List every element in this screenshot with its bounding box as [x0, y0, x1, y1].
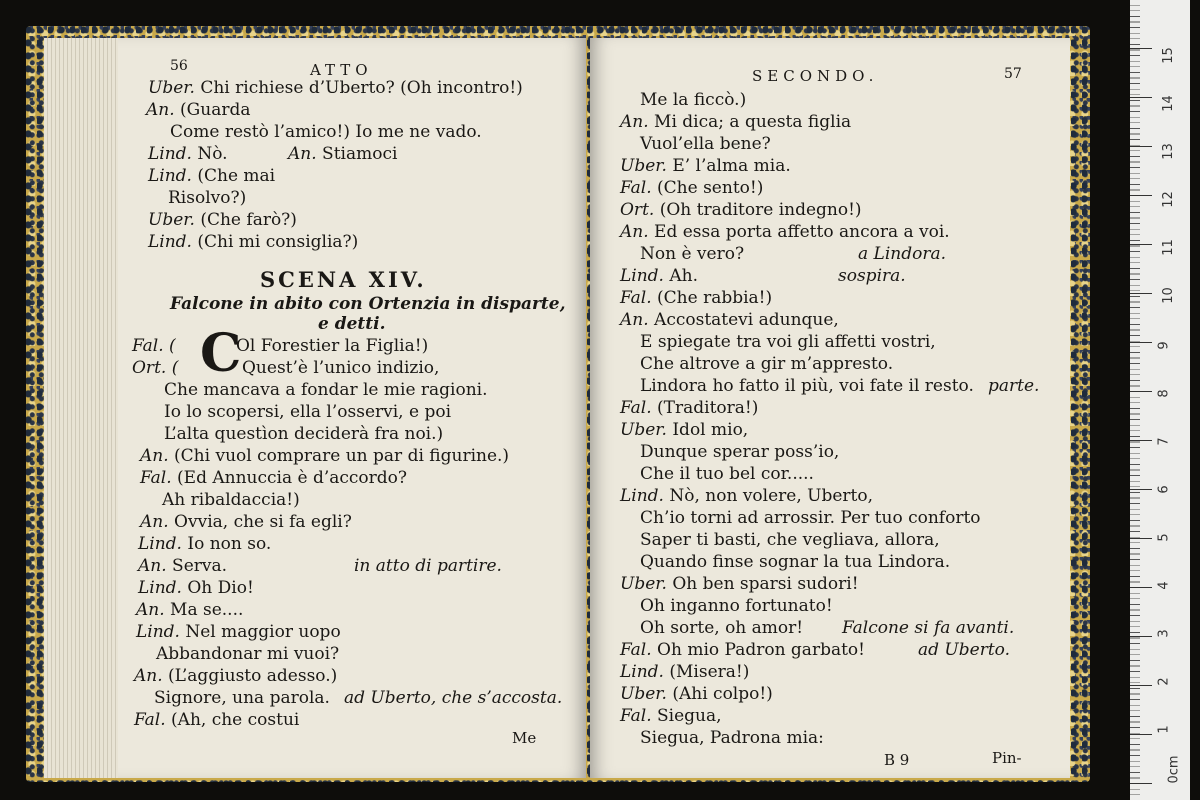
text-line: Lind. Nò, non volere, Uberto,: [620, 486, 874, 506]
text-line: Lind. Nò.: [148, 144, 228, 164]
text-line: An. Ma se....: [136, 600, 244, 620]
text-line: Risolvo?): [168, 188, 247, 208]
text-line: Dunque sperar poss’io,: [640, 442, 840, 462]
left-page: [118, 38, 586, 778]
ruler-label: 1: [1156, 725, 1172, 734]
ruler-label: 14: [1160, 95, 1176, 112]
ruler-label: 4: [1156, 581, 1172, 590]
running-header-left: ATTO: [310, 61, 373, 79]
text-line: Fal. (Che rabbia!): [620, 288, 773, 308]
text-line: An. Serva.: [138, 556, 228, 576]
text-line: Lind. (Chi mi consiglia?): [148, 232, 359, 252]
ruler-label: 12: [1160, 191, 1176, 208]
text-line: Che mancava a fondar le mie ragioni.: [164, 380, 488, 400]
text-line: Uber. Chi richiese d’Uberto? (Oh incontro!): [148, 78, 523, 98]
text-line: Uber. (Che farò?): [148, 210, 297, 230]
text-line: Non è vero?: [640, 244, 745, 264]
text-line: Saper ti basti, che vegliava, allora,: [640, 530, 940, 550]
text-line: Ch’io torni ad arrossir. Per tuo conforto: [640, 508, 981, 528]
stage-direction: Falcone si fa avanti.: [842, 618, 1015, 638]
ruler-label: 3: [1156, 629, 1172, 638]
stage-direction: a Lindora.: [858, 244, 946, 264]
text-line: An. Stiamoci: [288, 144, 398, 164]
stage-direction: parte.: [988, 376, 1040, 396]
text-line: Come restò l’amico!) Io me ne vado.: [170, 122, 482, 142]
right-page: [590, 38, 1070, 778]
text-line: Fal. Siegua,: [620, 706, 722, 726]
drop-cap: C: [200, 323, 242, 384]
text-line: Che il tuo bel cor.....: [640, 464, 814, 484]
text-line: Fal. (Traditora!): [620, 398, 759, 418]
text-line: Quando finse sognar la tua Lindora.: [640, 552, 951, 572]
text-line: Siegua, Padrona mia:: [640, 728, 824, 748]
text-line: Quest’è l’unico indizio,: [242, 358, 440, 378]
text-line: Ort. (Oh traditore indegno!): [620, 200, 862, 220]
scene-description-2: e detti.: [318, 314, 386, 334]
ruler-label: 0cm: [1166, 755, 1182, 784]
text-line: An. Ed essa porta affetto ancora a voi.: [620, 222, 950, 242]
ruler-label: 9: [1156, 341, 1172, 350]
signature-mark: B 9: [884, 751, 910, 769]
text-line: Fal. (Ah, che costui: [134, 710, 300, 730]
text-line: Uber. E’ l’alma mia.: [620, 156, 791, 176]
catchword-left: Me: [512, 729, 537, 747]
text-line: Che altrove a gir m’appresto.: [640, 354, 894, 374]
ruler-label: 6: [1156, 485, 1172, 494]
text-line: Vuol’ella bene?: [640, 134, 771, 154]
catchword-right: Pin-: [992, 749, 1022, 767]
text-line: Io lo scopersi, ella l’osservi, e poi: [164, 402, 451, 422]
text-line: Lind. Nel maggior uopo: [136, 622, 341, 642]
text-line: Lind. Io non so.: [138, 534, 272, 554]
ruler-label: 7: [1156, 437, 1172, 446]
text-line: An. (Guarda: [146, 100, 251, 120]
text-line: An. Ovvia, che si fa egli?: [140, 512, 352, 532]
text-line: An. (Chi vuol comprare un par di figurine.): [140, 446, 510, 466]
text-line: Ol Forestier la Figlia!): [236, 336, 429, 356]
ruler-label: 5: [1156, 533, 1172, 542]
text-line: E spiegate tra voi gli affetti vostri,: [640, 332, 936, 352]
text-line: Fal. (Che sento!): [620, 178, 764, 198]
text-line: Lindora ho fatto il più, voi fate il resto.: [640, 376, 974, 396]
text-line: An. Mi dica; a questa figlia: [620, 112, 852, 132]
stage-direction: ad Uberto.: [918, 640, 1010, 660]
text-line: Uber. (Ahi colpo!): [620, 684, 773, 704]
text-line: An. Accostatevi adunque,: [620, 310, 839, 330]
text-line: Me la ficcò.): [640, 90, 747, 110]
text-line: An. (L’aggiusto adesso.): [134, 666, 338, 686]
ruler-label: 15: [1160, 47, 1176, 64]
text-line: Ah ribaldaccia!): [162, 490, 300, 510]
text-line: Oh sorte, oh amor!: [640, 618, 804, 638]
page-number-right: 57: [1004, 66, 1022, 82]
text-line: Uber. Oh ben sparsi sudori!: [620, 574, 859, 594]
stage-direction: in atto di partire.: [354, 556, 502, 576]
scene-title: SCENA XIV.: [260, 267, 427, 292]
page-number-left: 56: [170, 58, 188, 74]
running-header-right: SECONDO.: [752, 67, 879, 85]
text-line: Signore, una parola.: [154, 688, 330, 708]
ruler-major-ticks: [1130, 0, 1152, 800]
page-edges: [44, 38, 126, 778]
text-line: Fal. Oh mio Padron garbato!: [620, 640, 865, 660]
text-line: Fal. (: [132, 336, 176, 356]
text-line: Oh inganno fortunato!: [640, 596, 833, 616]
text-line: Ort. (: [132, 358, 179, 378]
text-line: Lind. Ah.: [620, 266, 699, 286]
text-line: L’alta questìon deciderà fra noi.): [164, 424, 444, 444]
text-line: Abbandonar mi vuoi?: [156, 644, 340, 664]
ruler-label: 11: [1160, 239, 1176, 256]
scene-description: Falcone in abito con Ortenzia in disparte,: [170, 294, 566, 314]
text-line: Lind. (Che mai: [148, 166, 276, 186]
text-line: Lind. Oh Dio!: [138, 578, 254, 598]
ruler-label: 2: [1156, 677, 1172, 686]
stage-direction: sospira.: [838, 266, 906, 286]
ruler-label: 10: [1160, 287, 1176, 304]
text-line: Lind. (Misera!): [620, 662, 750, 682]
stage-direction: ad Uberto, che s’accosta.: [344, 688, 563, 708]
ruler-label: 8: [1156, 389, 1172, 398]
text-line: Fal. (Ed Annuccia è d’accordo?: [140, 468, 408, 488]
text-line: Uber. Idol mio,: [620, 420, 749, 440]
ruler-label: 13: [1160, 143, 1176, 160]
